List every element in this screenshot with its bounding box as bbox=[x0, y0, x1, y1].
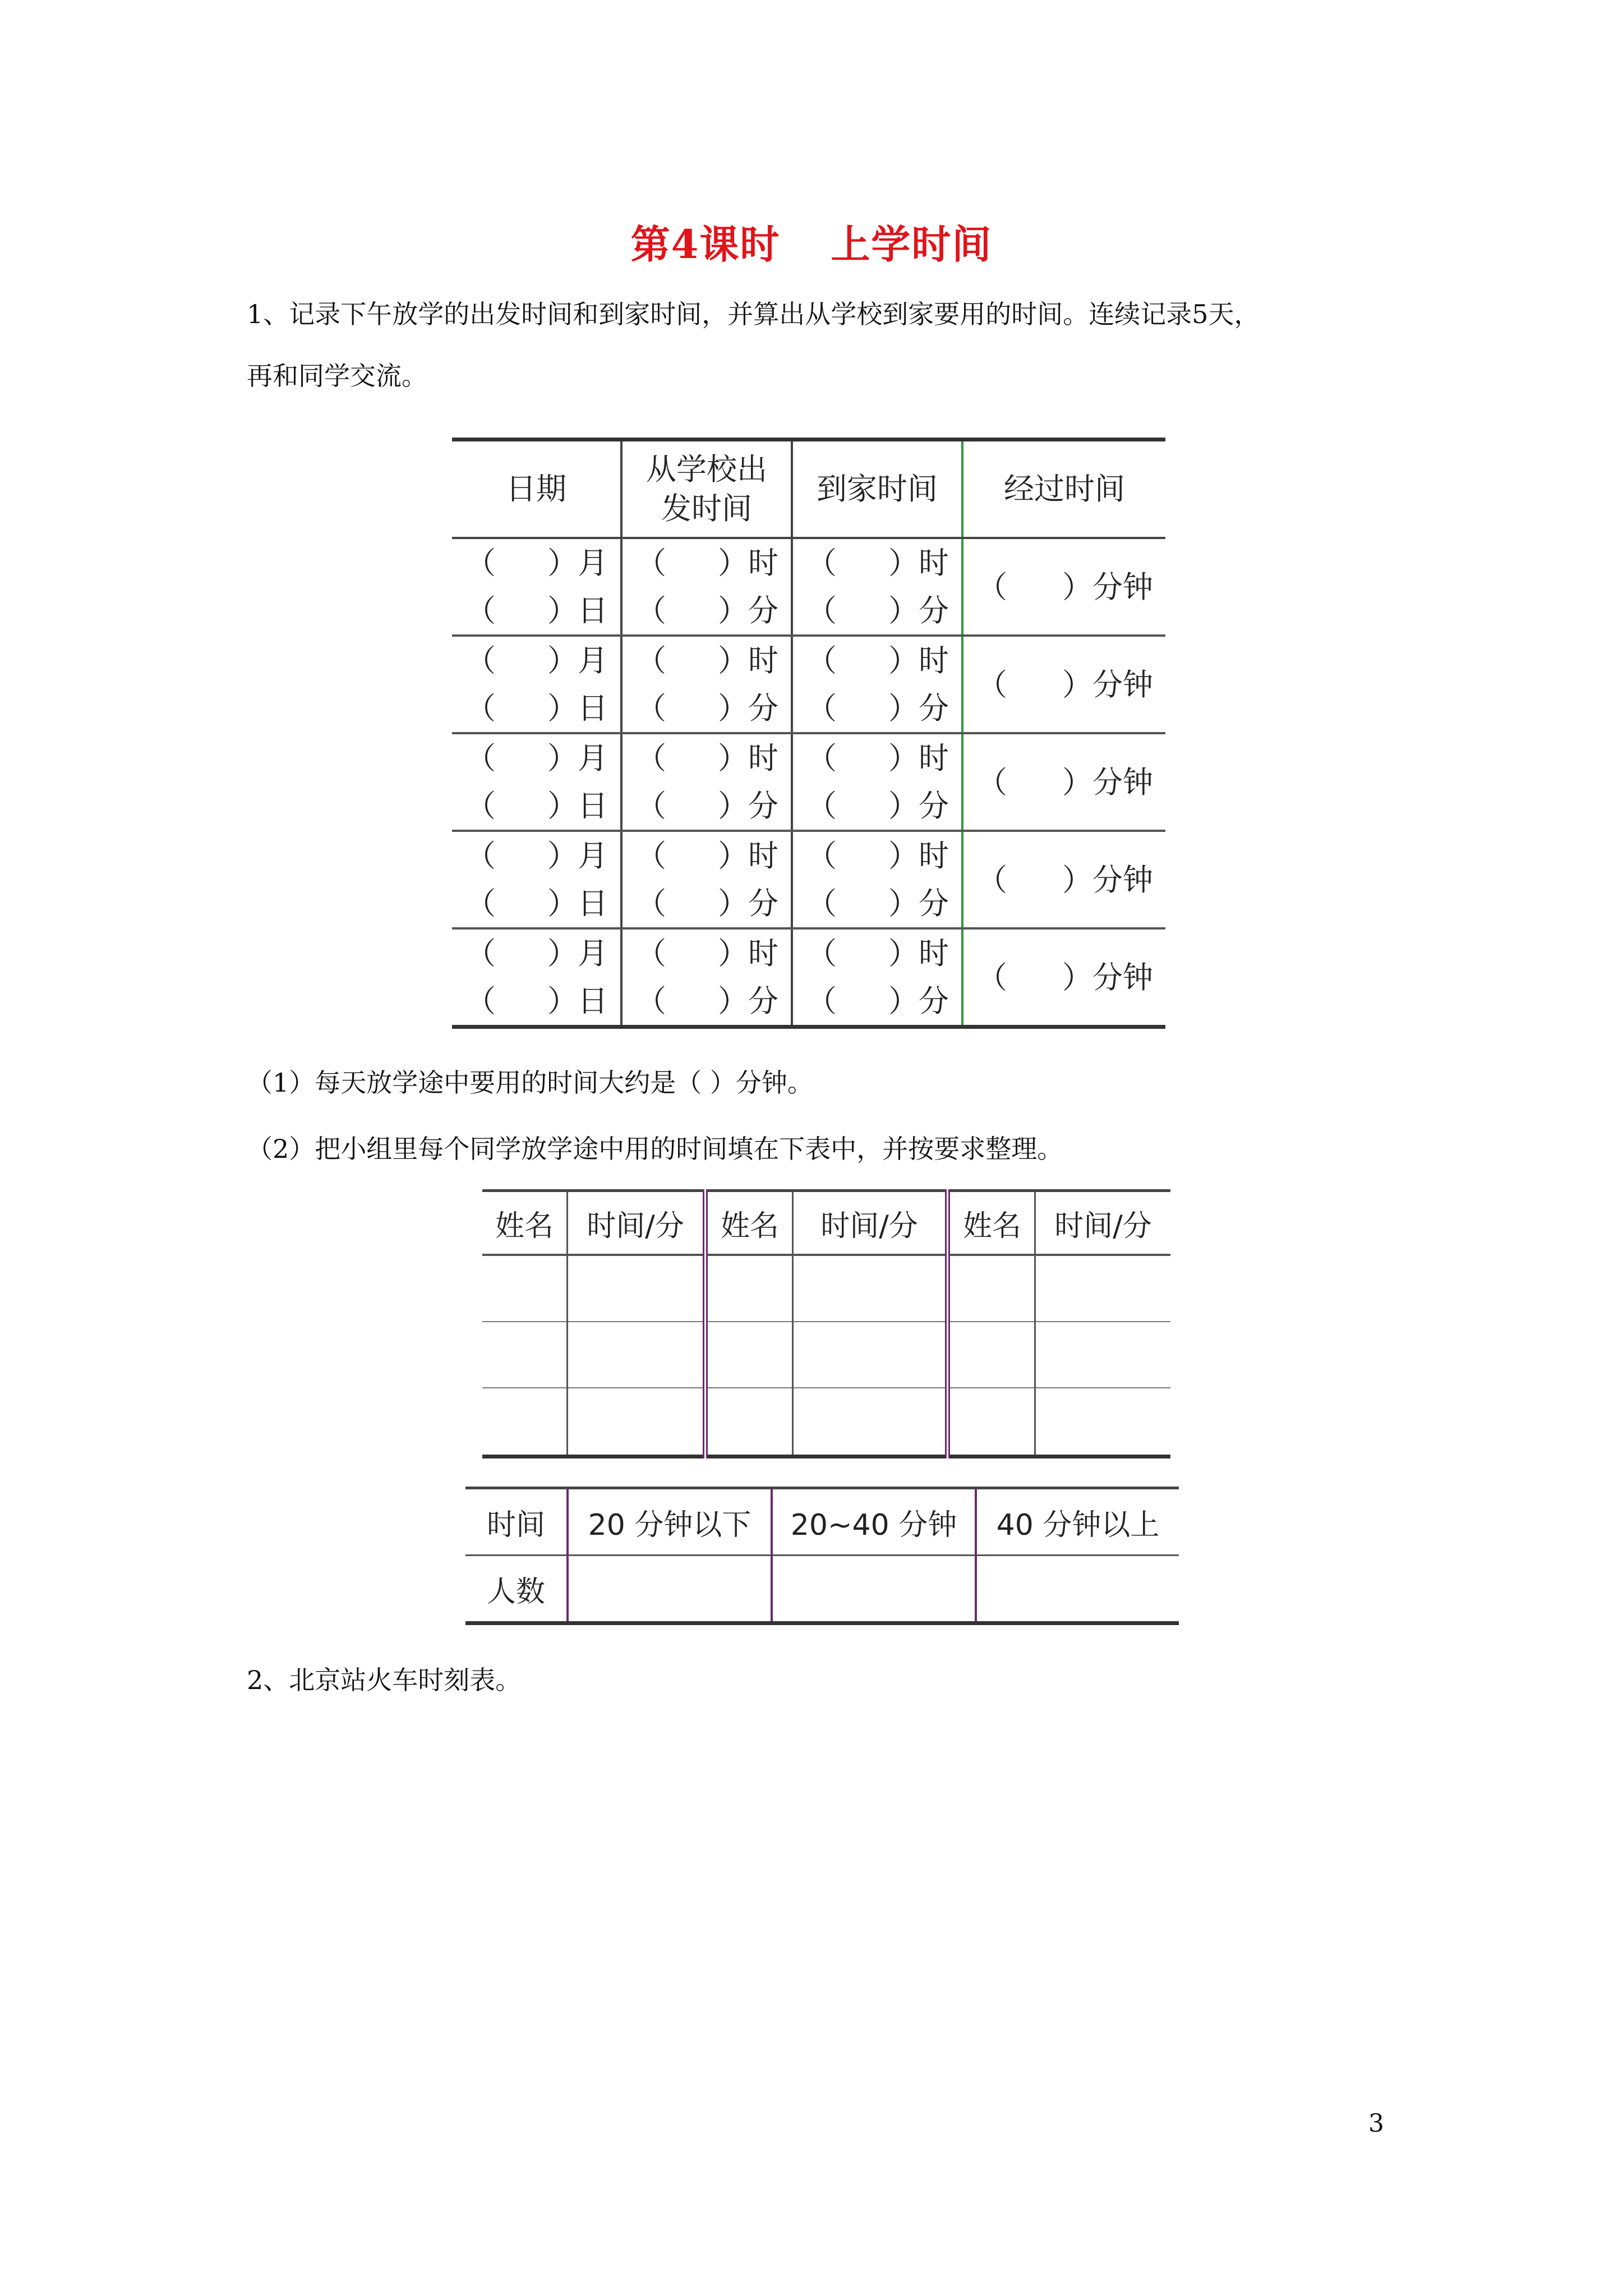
table-header-row bbox=[452, 440, 1165, 539]
table-row bbox=[465, 1556, 1179, 1623]
time-record-table bbox=[452, 438, 1165, 1029]
arrive-cell[interactable]: （ ）时 （ ）分 bbox=[792, 538, 962, 636]
time-cell[interactable] bbox=[568, 1388, 706, 1457]
table-row bbox=[452, 733, 1165, 831]
table-header-row bbox=[482, 1191, 1170, 1255]
time-range-tally-table bbox=[465, 1487, 1179, 1625]
time-cell[interactable] bbox=[568, 1322, 706, 1388]
lesson-number: 第4课时 bbox=[630, 221, 781, 268]
header-date: 日期 bbox=[452, 440, 621, 539]
name-cell[interactable] bbox=[482, 1322, 568, 1388]
date-cell[interactable]: （ ）月 （ ）日 bbox=[452, 538, 621, 636]
lesson-topic: 上学时间 bbox=[831, 221, 993, 268]
table-row bbox=[452, 636, 1165, 733]
name-cell[interactable] bbox=[948, 1255, 1035, 1322]
time-cell[interactable] bbox=[1035, 1255, 1171, 1322]
page-title bbox=[0, 213, 1623, 270]
group-time-table bbox=[482, 1189, 1170, 1458]
elapsed-cell[interactable]: （ ）分钟 bbox=[962, 831, 1165, 928]
name-cell[interactable] bbox=[482, 1255, 568, 1322]
header-name: 姓名 bbox=[482, 1191, 568, 1255]
name-cell[interactable] bbox=[948, 1322, 1035, 1388]
question-1-line-2: 再和同学交流。 bbox=[247, 361, 427, 391]
table-row bbox=[452, 831, 1165, 928]
header-time: 时间 bbox=[465, 1488, 568, 1556]
time-cell[interactable] bbox=[793, 1388, 948, 1457]
table-row bbox=[452, 928, 1165, 1027]
depart-cell[interactable]: （ ）时 （ ）分 bbox=[621, 831, 792, 928]
header-count: 人数 bbox=[465, 1556, 568, 1623]
date-cell[interactable]: （ ）月 （ ）日 bbox=[452, 831, 621, 928]
depart-cell[interactable]: （ ）时 （ ）分 bbox=[621, 928, 792, 1027]
arrive-cell[interactable]: （ ）时 （ ）分 bbox=[792, 831, 962, 928]
header-time: 时间/分 bbox=[793, 1191, 948, 1255]
question-1-part-2: （2）把小组里每个同学放学途中用的时间填在下表中，并按要求整理。 bbox=[247, 1134, 1063, 1164]
table-header-row bbox=[465, 1488, 1179, 1556]
range-over-40: 40 分钟以上 bbox=[976, 1488, 1179, 1556]
header-name: 姓名 bbox=[706, 1191, 793, 1255]
date-cell[interactable]: （ ）月 （ ）日 bbox=[452, 928, 621, 1027]
question-1-part-1: （1）每天放学途中要用的时间大约是（ ）分钟。 bbox=[247, 1068, 813, 1098]
name-cell[interactable] bbox=[706, 1255, 793, 1322]
time-cell[interactable] bbox=[1035, 1388, 1171, 1457]
time-cell[interactable] bbox=[793, 1322, 948, 1388]
depart-cell[interactable]: （ ）时 （ ）分 bbox=[621, 538, 792, 636]
range-20-40: 20~40 分钟 bbox=[772, 1488, 976, 1556]
elapsed-cell[interactable]: （ ）分钟 bbox=[962, 928, 1165, 1027]
count-cell[interactable] bbox=[568, 1556, 772, 1623]
arrive-cell[interactable]: （ ）时 （ ）分 bbox=[792, 928, 962, 1027]
time-cell[interactable] bbox=[793, 1255, 948, 1322]
header-arrive: 到家时间 bbox=[792, 440, 962, 539]
table-row bbox=[482, 1322, 1170, 1388]
question-2: 2、北京站火车时刻表。 bbox=[247, 1665, 522, 1695]
header-time: 时间/分 bbox=[1035, 1191, 1171, 1255]
page-number: 3 bbox=[1368, 2109, 1384, 2138]
table-row bbox=[482, 1255, 1170, 1322]
count-cell[interactable] bbox=[772, 1556, 976, 1623]
header-elapsed: 经过时间 bbox=[962, 440, 1165, 539]
header-depart-line1: 从学校出 bbox=[646, 452, 767, 487]
header-depart bbox=[621, 440, 792, 539]
time-cell[interactable] bbox=[568, 1255, 706, 1322]
name-cell[interactable] bbox=[706, 1322, 793, 1388]
range-under-20: 20 分钟以下 bbox=[568, 1488, 772, 1556]
table-row bbox=[452, 538, 1165, 636]
table-row bbox=[482, 1388, 1170, 1457]
name-cell[interactable] bbox=[482, 1388, 568, 1457]
name-cell[interactable] bbox=[706, 1388, 793, 1457]
depart-cell[interactable]: （ ）时 （ ）分 bbox=[621, 636, 792, 733]
time-cell[interactable] bbox=[1035, 1322, 1171, 1388]
header-name: 姓名 bbox=[948, 1191, 1035, 1255]
depart-cell[interactable]: （ ）时 （ ）分 bbox=[621, 733, 792, 831]
date-cell[interactable]: （ ）月 （ ）日 bbox=[452, 636, 621, 733]
arrive-cell[interactable]: （ ）时 （ ）分 bbox=[792, 733, 962, 831]
arrive-cell[interactable]: （ ）时 （ ）分 bbox=[792, 636, 962, 733]
elapsed-cell[interactable]: （ ）分钟 bbox=[962, 733, 1165, 831]
elapsed-cell[interactable]: （ ）分钟 bbox=[962, 538, 1165, 636]
question-1-line-1: 1、记录下午放学的出发时间和到家时间，并算出从学校到家要用的时间。连续记录5天， bbox=[247, 299, 1260, 329]
header-time: 时间/分 bbox=[568, 1191, 706, 1255]
date-cell[interactable]: （ ）月 （ ）日 bbox=[452, 733, 621, 831]
header-depart-line2: 发时间 bbox=[661, 491, 752, 526]
elapsed-cell[interactable]: （ ）分钟 bbox=[962, 636, 1165, 733]
count-cell[interactable] bbox=[976, 1556, 1179, 1623]
name-cell[interactable] bbox=[948, 1388, 1035, 1457]
